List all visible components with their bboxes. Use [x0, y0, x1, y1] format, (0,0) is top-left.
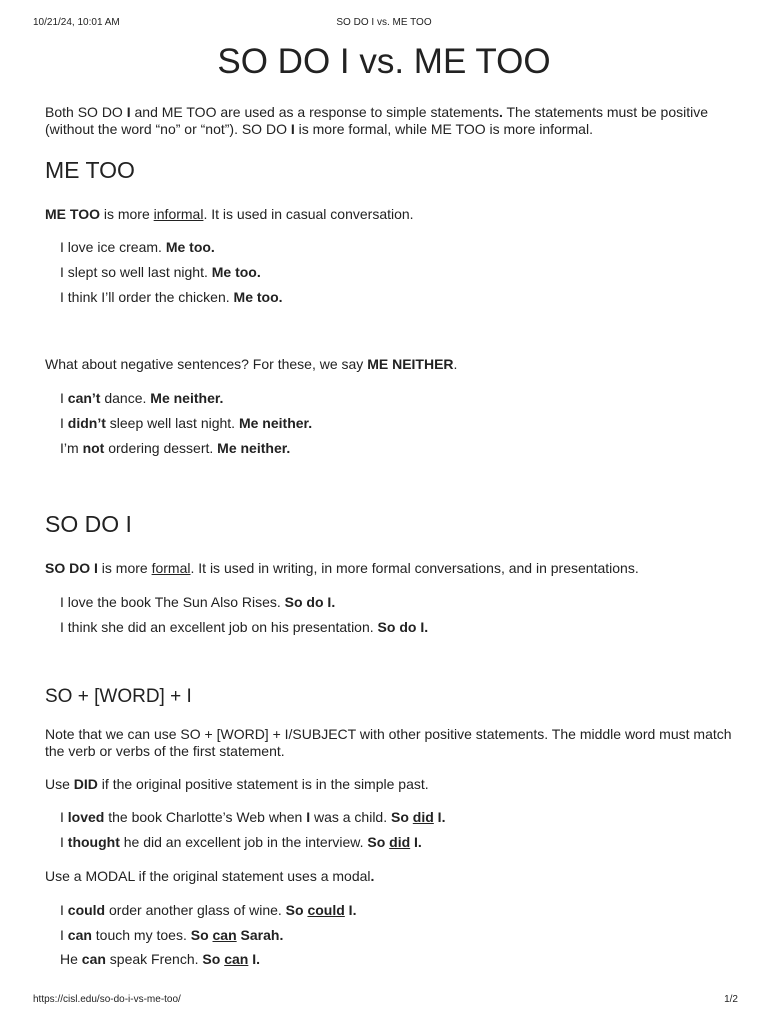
- modal-example: I can touch my toes. So can Sarah.: [60, 927, 284, 943]
- so-do-i-description: SO DO I is more formal. It is used in writing, in more formal conversations, and in presentations.: [45, 560, 639, 576]
- did-rule: Use DID if the original positive statement is in the simple past.: [45, 776, 429, 792]
- me-too-example: I think I’ll order the chicken. Me too.: [60, 289, 283, 305]
- print-date: 10/21/24, 10:01 AM: [33, 17, 120, 28]
- print-footer-url[interactable]: https://cisl.edu/so-do-i-vs-me-too/: [33, 994, 181, 1005]
- me-too-example: I love ice cream. Me too.: [60, 239, 215, 255]
- intro-paragraph: Both SO DO I and ME TOO are used as a response to simple statements. The statements must be positive (without the word “no” or “not”). SO DO I is more formal, while ME TOO is more informal.: [45, 104, 709, 137]
- me-too-heading: ME TOO: [45, 157, 135, 183]
- so-do-i-heading: SO DO I: [45, 511, 132, 537]
- me-too-description: ME TOO is more informal. It is used in casual conversation.: [45, 206, 414, 222]
- negative-sentences-paragraph: What about negative sentences? For these, we say ME NEITHER.: [45, 356, 458, 372]
- page-title: SO DO I vs. ME TOO: [217, 42, 551, 81]
- so-word-i-note: Note that we can use SO + [WORD] + I/SUBJECT with other positive statements. The middle word must match the verb or verbs of the first statement.: [45, 726, 732, 759]
- modal-example: He can speak French. So can I.: [60, 951, 260, 967]
- me-neither-example: I didn’t sleep well last night. Me neither.: [60, 415, 313, 431]
- me-neither-example: I’m not ordering dessert. Me neither.: [60, 440, 291, 456]
- so-do-i-example: I think she did an excellent job on his presentation. So do I.: [60, 619, 429, 635]
- did-example: I loved the book Charlotte’s Web when I was a child. So did I.: [60, 809, 446, 825]
- me-too-example: I slept so well last night. Me too.: [60, 264, 261, 280]
- did-example: I thought he did an excellent job in the interview. So did I.: [60, 834, 422, 850]
- modal-example: I could order another glass of wine. So could I.: [60, 902, 357, 918]
- me-neither-example: I can’t dance. Me neither.: [60, 390, 224, 406]
- print-header-title: SO DO I vs. ME TOO: [336, 17, 432, 28]
- so-do-i-example: I love the book The Sun Also Rises. So do I.: [60, 594, 336, 610]
- so-word-i-heading: SO + [WORD] + I: [45, 686, 192, 707]
- modal-rule: Use a MODAL if the original statement uses a modal.: [45, 868, 375, 884]
- page-number: 1/2: [724, 994, 738, 1005]
